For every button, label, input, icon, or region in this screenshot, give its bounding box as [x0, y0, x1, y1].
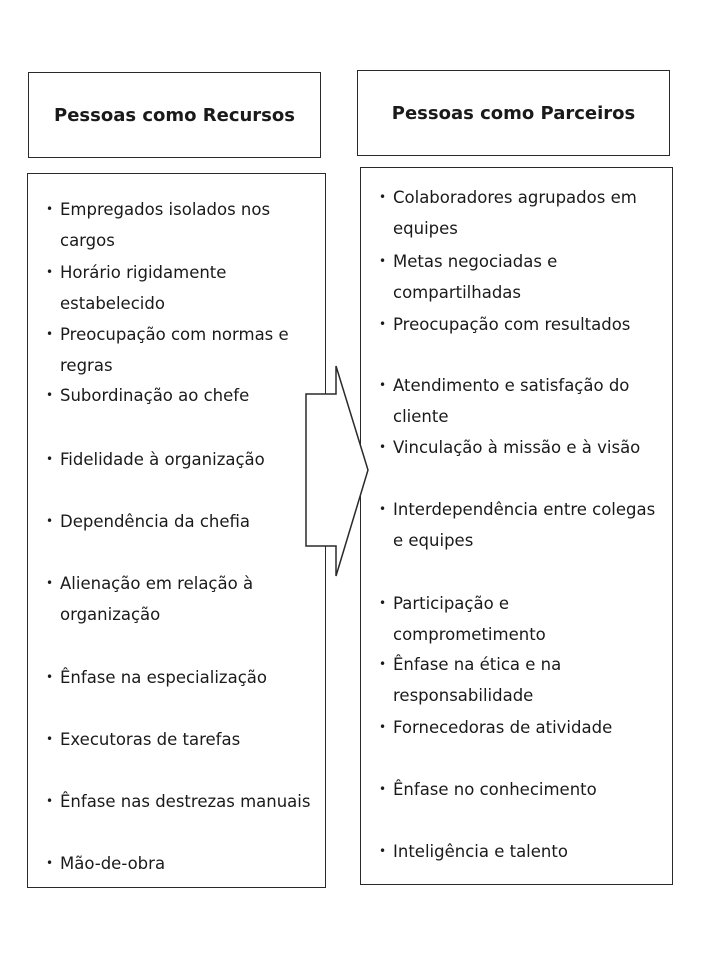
- list-item: • Executoras de tarefas: [46, 724, 317, 755]
- bullet-icon: •: [379, 440, 387, 454]
- bullet-icon: •: [379, 844, 387, 858]
- list-item: • Alienação em relação à organização: [46, 568, 265, 630]
- right-list-box: [360, 167, 673, 885]
- right-header-title: Pessoas como Parceiros: [391, 102, 636, 124]
- bullet-icon: •: [379, 317, 387, 331]
- list-item: • Participação e comprometimento: [379, 588, 664, 650]
- arrow-shape: [306, 366, 368, 576]
- right-header-box: [357, 70, 670, 156]
- bullet-icon: •: [46, 856, 54, 870]
- bullet-icon: •: [379, 378, 387, 392]
- list-item: • Colaboradores agrupados em equipes: [379, 182, 664, 244]
- bullet-icon: •: [379, 657, 387, 671]
- left-items: [28, 174, 325, 887]
- bullet-icon: •: [46, 670, 54, 684]
- list-item: • Inteligência e talento: [379, 836, 664, 867]
- bullet-icon: •: [46, 202, 54, 216]
- list-item: • Fidelidade à organização: [46, 444, 317, 475]
- left-header-title: Pessoas como Recursos: [54, 104, 295, 126]
- bullet-icon: •: [379, 720, 387, 734]
- list-item: • Interdependência entre colegas e equipes: [379, 494, 664, 556]
- bullet-icon: •: [46, 576, 54, 590]
- list-item: • Atendimento e satisfação do cliente: [379, 370, 664, 432]
- list-item: • Horário rigidamente estabelecido: [46, 257, 317, 319]
- list-item: • Preocupação com resultados: [379, 309, 664, 340]
- bullet-icon: •: [46, 327, 54, 341]
- bullet-icon: •: [46, 265, 54, 279]
- bullet-icon: •: [46, 452, 54, 466]
- list-item: • Subordinação ao chefe: [46, 380, 317, 411]
- list-item: • Fornecedoras de atividade: [379, 712, 664, 743]
- list-item: • Ênfase na ética e na responsabilidade: [379, 649, 664, 711]
- left-list-box: [27, 173, 326, 888]
- list-item: • Vinculação à missão e à visão: [379, 432, 664, 463]
- list-item: • Ênfase no conhecimento: [379, 774, 664, 805]
- bullet-icon: •: [379, 596, 387, 610]
- bullet-icon: •: [379, 254, 387, 268]
- bullet-icon: •: [46, 514, 54, 528]
- list-item: • Empregados isolados nos cargos: [46, 194, 317, 256]
- bullet-icon: •: [379, 502, 387, 516]
- bullet-icon: •: [46, 732, 54, 746]
- bullet-icon: •: [379, 190, 387, 204]
- list-item: • Mão-de-obra: [46, 848, 317, 879]
- bullet-icon: •: [379, 782, 387, 796]
- list-item: • Ênfase na especialização: [46, 662, 317, 693]
- list-item: • Preocupação com normas e regras: [46, 319, 317, 381]
- left-header-box: [28, 72, 321, 158]
- right-items: [361, 168, 672, 884]
- list-item: • Dependência da chefia: [46, 506, 317, 537]
- transition-arrow-icon: [300, 362, 372, 582]
- list-item: • Ênfase nas destrezas manuais: [46, 786, 317, 817]
- bullet-icon: •: [46, 388, 54, 402]
- list-item: • Metas negociadas e compartilhadas: [379, 246, 664, 308]
- bullet-icon: •: [46, 794, 54, 808]
